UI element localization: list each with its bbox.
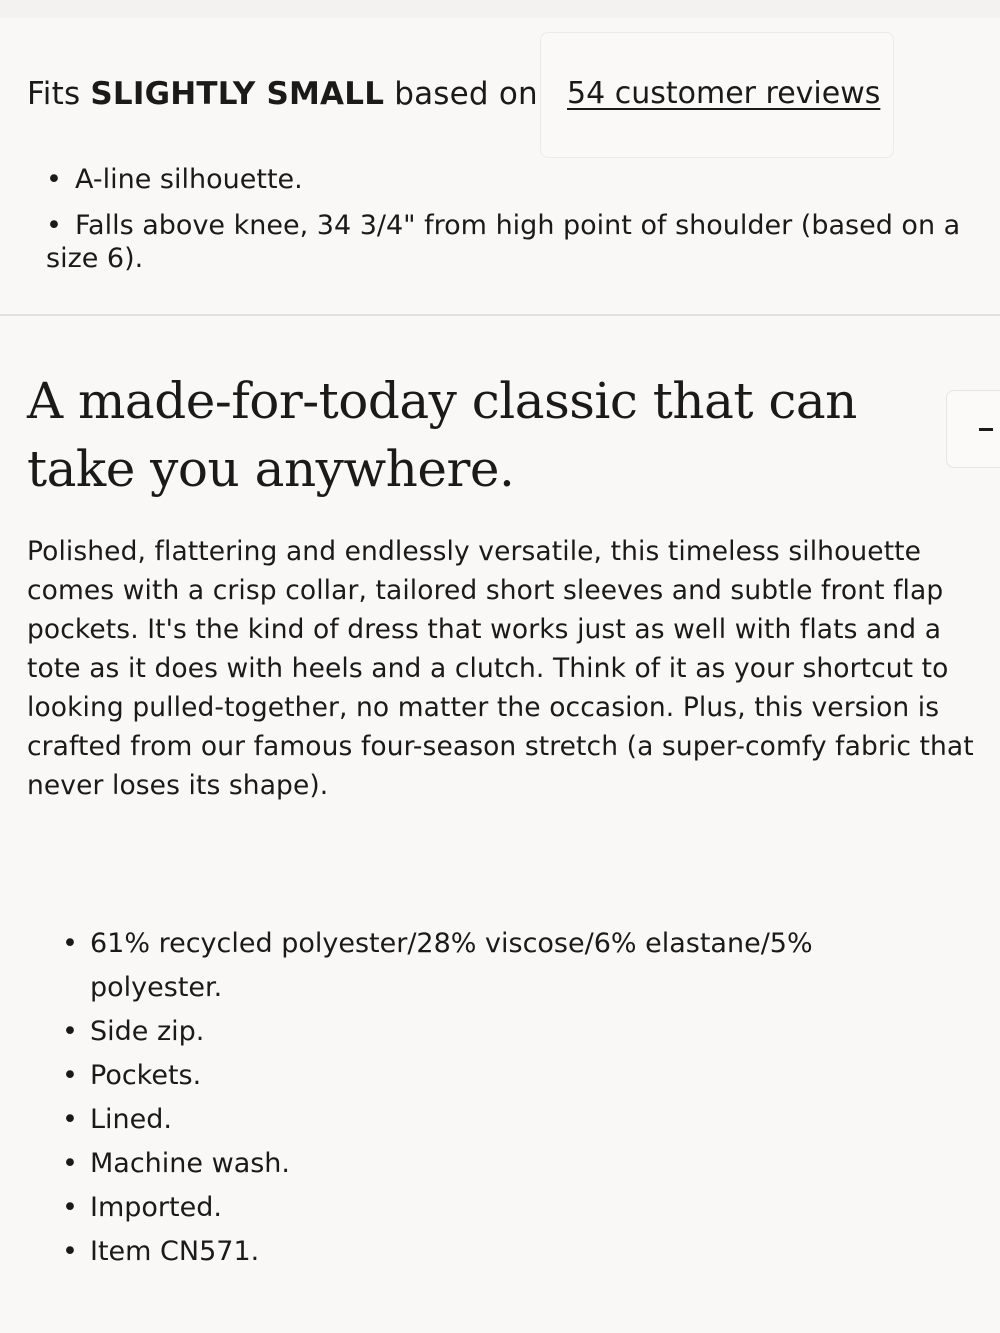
fit-note-text-continued: size 6). — [46, 243, 144, 274]
fit-notes-list — [46, 163, 1000, 288]
detail-text: 61% recycled polyester/28% viscose/6% elastane/5% polyester. — [90, 928, 813, 1003]
list-item — [62, 1054, 862, 1098]
list-item — [62, 1230, 862, 1274]
minus-icon — [979, 428, 993, 431]
list-item — [62, 1010, 862, 1054]
product-description: Polished, flattering and endlessly versatile, this timeless silhouette comes with a crisp collar, tailored short sleeves and subtle front flap pockets. It's the kind of dress that works just as well with flats and a tote as it does with heels and a clutch. Think of it as your shortcut to looking pulled-together, no matter the occasion. Plus, this version is crafted from our famous four-season stretch (a super-comfy fabric that never loses its shape). — [27, 536, 974, 801]
list-item — [62, 922, 862, 1010]
detail-text: Item CN571. — [90, 1236, 260, 1267]
fit-summary — [27, 72, 538, 116]
detail-text: Side zip. — [90, 1016, 205, 1047]
fit-note-text: A-line silhouette. — [75, 164, 303, 195]
section-divider — [0, 314, 1000, 316]
top-strip — [0, 0, 1000, 18]
detail-text: Pockets. — [90, 1060, 202, 1091]
collapse-toggle-button[interactable] — [946, 390, 1000, 468]
list-item — [62, 1142, 862, 1186]
detail-text: Imported. — [90, 1192, 222, 1223]
list-item — [46, 209, 1000, 275]
fit-note-text: Falls above knee, 34 3/4" from high point of shoulder (based on a — [75, 210, 961, 241]
list-item — [62, 1186, 862, 1230]
customer-reviews-link[interactable]: 54 customer reviews — [567, 76, 881, 111]
fit-size: SLIGHTLY SMALL — [90, 76, 385, 112]
detail-text: Machine wash. — [90, 1148, 290, 1179]
detail-text: Lined. — [90, 1104, 172, 1135]
list-item — [46, 163, 1000, 196]
headline-line-1: A made-for-today classic that can — [27, 372, 857, 430]
headline-line-2: take you anywhere. — [27, 440, 515, 498]
fit-prefix: Fits — [27, 76, 91, 112]
product-headline — [27, 367, 907, 503]
fit-suffix: based on — [384, 76, 538, 112]
list-item — [62, 1098, 862, 1142]
product-details-list — [62, 922, 862, 1274]
